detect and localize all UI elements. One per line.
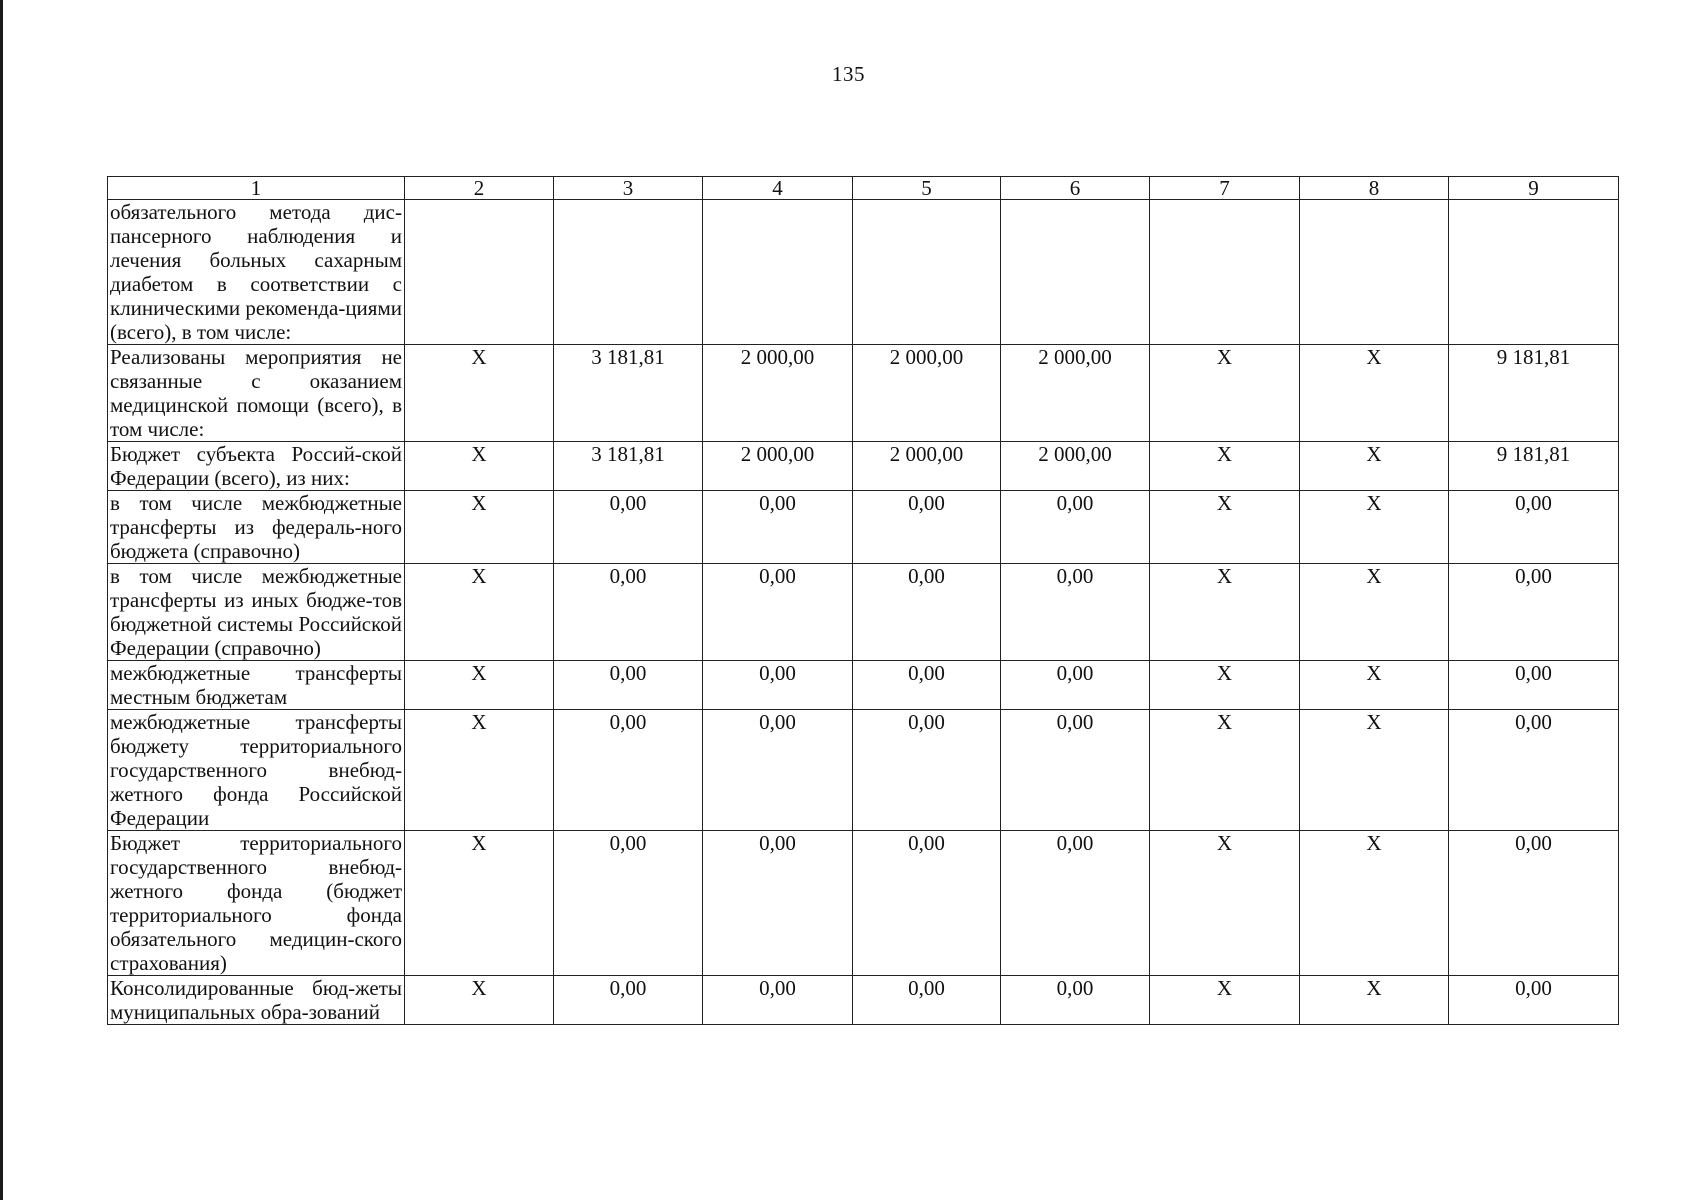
table-cell [405,200,554,345]
table-cell: 0,00 [703,831,853,976]
table-cell: Х [1300,831,1449,976]
table-cell: 2 000,00 [1001,345,1150,442]
table-cell [703,200,853,345]
table-cell: Х [1150,661,1300,710]
table-cell: Х [1300,491,1449,564]
table-row [108,831,1619,976]
table-cell [1449,200,1619,345]
column-header: 2 [405,177,554,200]
table-cell: 0,00 [554,491,703,564]
table-cell: 0,00 [853,491,1001,564]
table-cell: Х [405,831,554,976]
row-label: обязательного метода дис-пансерного наблюдения и лечения больных сахарным диабетом в соответствии с клиническими рекоменда-циями (всего), в том числе: [108,200,405,345]
table-cell [554,200,703,345]
row-label: межбюджетные трансферты бюджету территориального государственного внебюд-жетного фонда Российской Федерации [108,710,405,831]
table-cell: 0,00 [1449,491,1619,564]
table-cell: Х [1150,710,1300,831]
table-header-row [108,177,1619,200]
table-cell: Х [1150,491,1300,564]
table-cell: 0,00 [1449,710,1619,831]
table-cell: Х [1150,564,1300,661]
table-cell: 0,00 [554,831,703,976]
table-cell: 0,00 [1449,564,1619,661]
table-cell: 0,00 [1001,976,1150,1025]
table-cell: 0,00 [853,976,1001,1025]
row-label: межбюджетные трансферты местным бюджетам [108,661,405,710]
table-cell: 9 181,81 [1449,442,1619,491]
table-cell [853,200,1001,345]
table-row [108,345,1619,442]
table-cell: 0,00 [853,710,1001,831]
table-cell: 2 000,00 [1001,442,1150,491]
table-row [108,442,1619,491]
table-cell [1300,200,1449,345]
table-cell: Х [405,976,554,1025]
row-label: в том числе межбюджетные трансферты из федераль-ного бюджета (справочно) [108,491,405,564]
column-header: 6 [1001,177,1150,200]
table-cell: Х [405,442,554,491]
table-cell: 0,00 [703,491,853,564]
table-cell: Х [405,564,554,661]
column-header: 1 [108,177,405,200]
table-cell: Х [1300,661,1449,710]
column-header: 3 [554,177,703,200]
table-cell: 0,00 [554,564,703,661]
column-header: 9 [1449,177,1619,200]
table-cell: 3 181,81 [554,345,703,442]
table-cell: 0,00 [853,661,1001,710]
table-cell: 2 000,00 [853,345,1001,442]
table-cell: 0,00 [554,661,703,710]
table-cell: 2 000,00 [703,442,853,491]
table-cell: Х [1150,831,1300,976]
table-cell: 0,00 [703,976,853,1025]
row-label: Бюджет территориального государственного внебюд-жетного фонда (бюджет территориального фонда обязательного медицин-ского страхования) [108,831,405,976]
table-cell: Х [405,345,554,442]
table-cell: 0,00 [554,710,703,831]
table-cell: Х [405,710,554,831]
table-cell: 0,00 [1449,976,1619,1025]
table-cell: Х [1300,345,1449,442]
table-cell: Х [1300,442,1449,491]
column-header: 7 [1150,177,1300,200]
row-label: Реализованы мероприятия не связанные с оказанием медицинской помощи (всего), в том числе: [108,345,405,442]
table-cell: 0,00 [853,564,1001,661]
table-row [108,491,1619,564]
table-row [108,976,1619,1025]
table-cell: Х [405,661,554,710]
table-cell: 0,00 [1449,661,1619,710]
table-cell: 0,00 [853,831,1001,976]
table-cell: 0,00 [1001,564,1150,661]
table-cell [1150,200,1300,345]
table-cell: 0,00 [703,564,853,661]
table-cell: 0,00 [703,710,853,831]
row-label: Консолидированные бюд-жеты муниципальных обра-зований [108,976,405,1025]
table-cell: 0,00 [1001,661,1150,710]
row-label: Бюджет субъекта Россий-ской Федерации (всего), из них: [108,442,405,491]
table-cell: 9 181,81 [1449,345,1619,442]
table-cell: Х [1150,345,1300,442]
table-cell: Х [1150,442,1300,491]
table-cell: 0,00 [1449,831,1619,976]
table-cell: Х [405,491,554,564]
row-label: в том числе межбюджетные трансферты из иных бюдже-тов бюджетной системы Российской Федерации (справочно) [108,564,405,661]
column-header: 5 [853,177,1001,200]
table-cell: Х [1300,976,1449,1025]
budget-table [107,176,1619,1025]
column-header: 8 [1300,177,1449,200]
table-row [108,200,1619,345]
table-cell: 0,00 [1001,710,1150,831]
table-cell: 0,00 [703,661,853,710]
column-header: 4 [703,177,853,200]
table-cell: 0,00 [1001,491,1150,564]
table-cell: Х [1300,564,1449,661]
page-number: 135 [832,62,865,86]
table-row [108,564,1619,661]
table-cell: Х [1300,710,1449,831]
table-cell: 3 181,81 [554,442,703,491]
table-row [108,710,1619,831]
table-cell: 2 000,00 [703,345,853,442]
table-cell: 0,00 [554,976,703,1025]
table-cell: Х [1150,976,1300,1025]
table-cell: 2 000,00 [853,442,1001,491]
table-cell: 0,00 [1001,831,1150,976]
table-cell [1001,200,1150,345]
table-row [108,661,1619,710]
scan-left-edge [0,0,3,1200]
